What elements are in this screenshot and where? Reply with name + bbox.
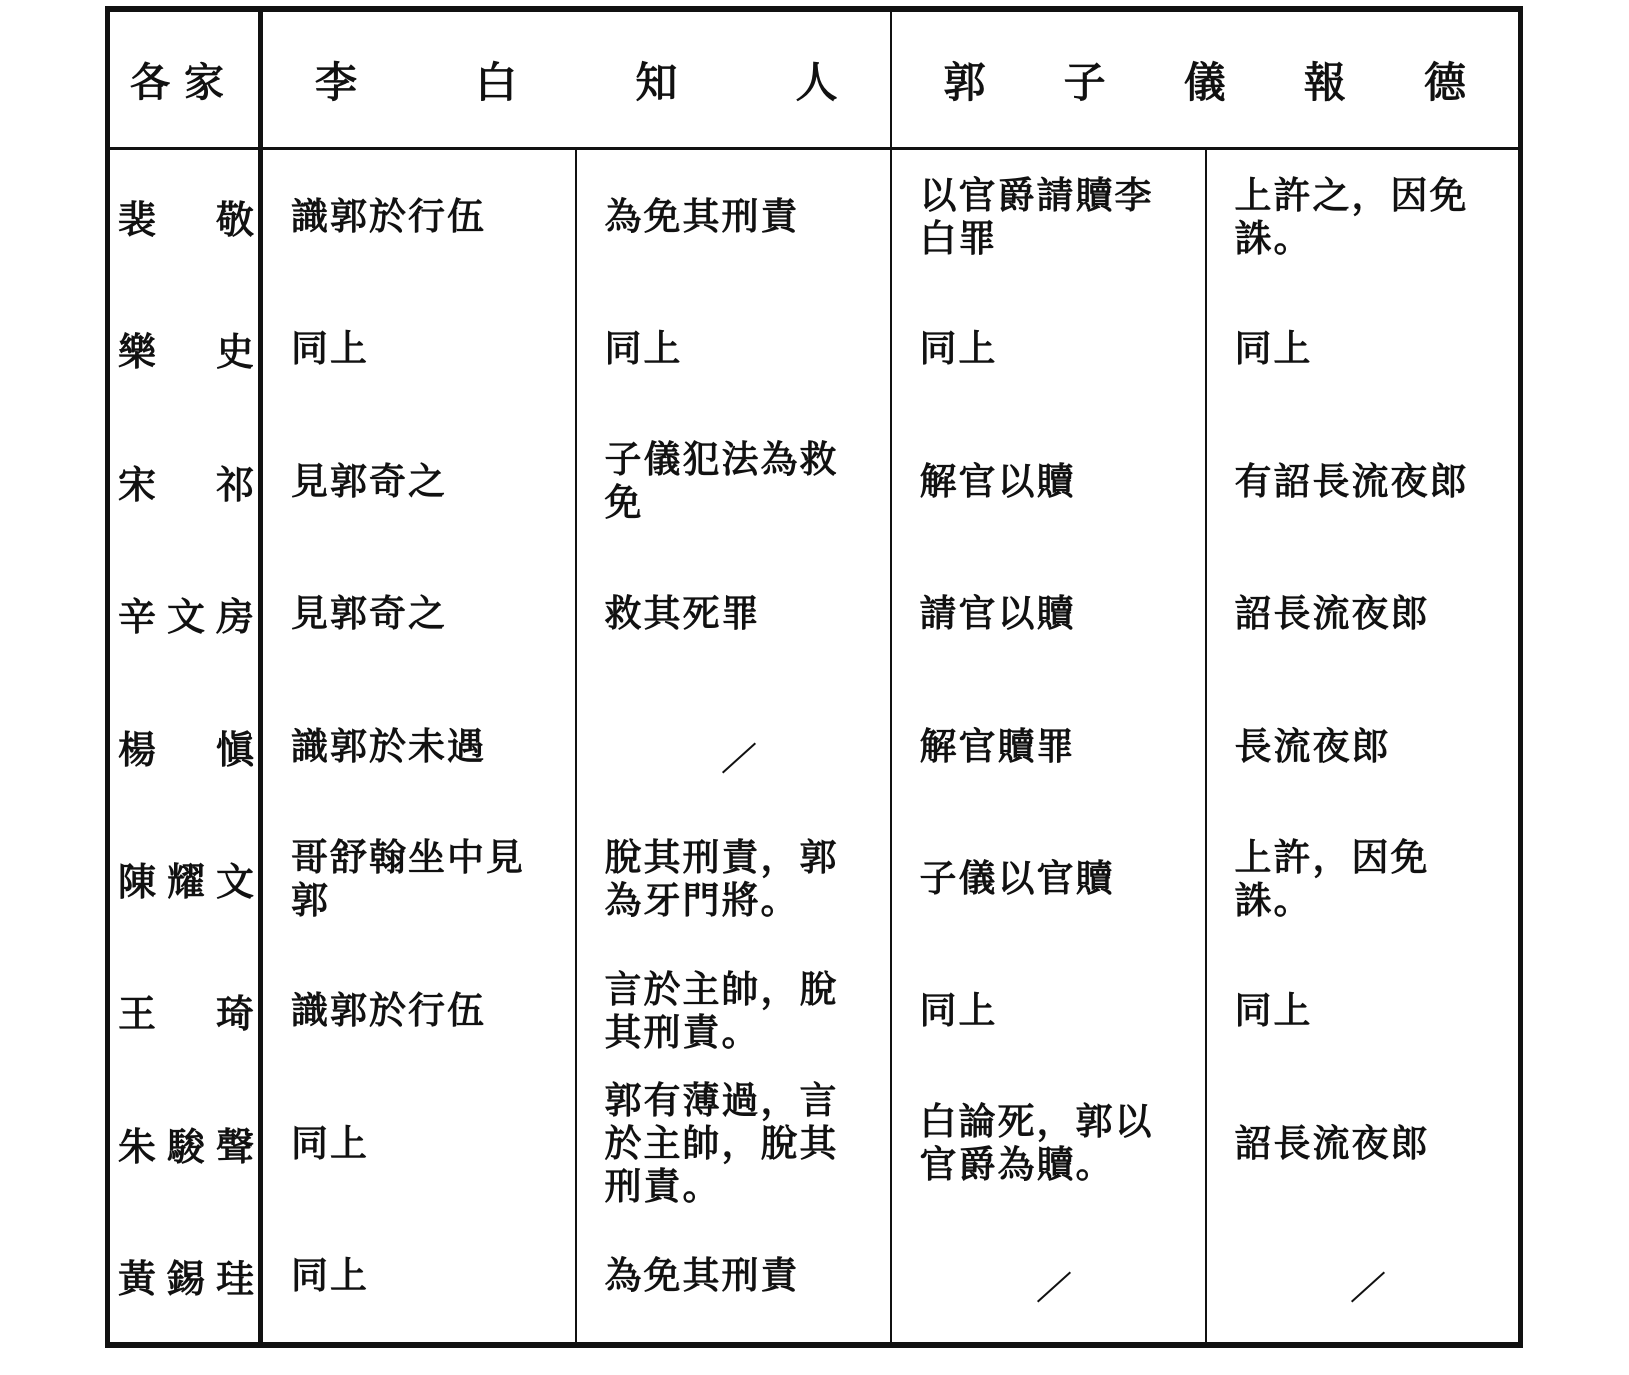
author-cell (108, 812, 261, 944)
table-cell-c3 (891, 283, 1206, 415)
header-group2-char: 郭 (943, 57, 986, 107)
table-cell-c1 (261, 149, 576, 283)
cell-text: 脫其刑責，郭為牙門將。 (604, 834, 839, 922)
cell-text: 為免其刑責 (604, 1253, 800, 1298)
header-group2-label (892, 50, 1519, 110)
table-cell-c1 (261, 812, 576, 944)
cell-text: 同上 (291, 1253, 369, 1298)
table-cell-c2 (576, 680, 891, 812)
header-col0-label: 各家 (130, 59, 238, 107)
table-cell-c1 (261, 1077, 576, 1209)
table-row (108, 1210, 1521, 1345)
table-cell-c3 (891, 548, 1206, 680)
author-name: 樂 史 (118, 329, 256, 375)
table-cell-c4 (1206, 1077, 1521, 1209)
header-group1-char: 知 (635, 57, 678, 107)
cell-text: 子儀以官贖 (919, 856, 1115, 901)
table-cell-c1 (261, 548, 576, 680)
table-row (108, 283, 1521, 415)
table-cell-c3 (891, 149, 1206, 283)
cell-text: 識郭於未遇 (291, 723, 486, 768)
author-cell (108, 283, 261, 415)
cell-text: 上許之，因免誅。 (1234, 172, 1469, 260)
cell-text: 長流夜郎 (1234, 723, 1391, 768)
cell-text: 有詔長流夜郎 (1234, 458, 1469, 503)
cell-text: 上許，因免誅。 (1234, 834, 1430, 922)
author-name: 楊 愼 (118, 726, 256, 772)
cell-text: 子儀犯法為救免 (604, 437, 839, 525)
table-cell-c1 (261, 283, 576, 415)
author-cell (108, 1077, 261, 1209)
header-group2-char: 報 (1303, 57, 1346, 107)
cell-text: 解官贖罪 (919, 723, 1076, 768)
header-group1-label (263, 50, 890, 110)
table-cell-c4 (1206, 548, 1521, 680)
table-cell-c3 (891, 812, 1206, 944)
table-cell-c2 (576, 812, 891, 944)
author-cell (108, 945, 261, 1077)
table-row (108, 548, 1521, 680)
header-col0 (108, 9, 261, 149)
table-cell-c2 (576, 415, 891, 547)
header-group1-char: 白 (475, 57, 518, 107)
table-row (108, 945, 1521, 1077)
header-group2-char: 子 (1063, 57, 1106, 107)
author-cell (108, 548, 261, 680)
table-cell-c4 (1206, 812, 1521, 944)
author-cell (108, 149, 261, 283)
cell-text: 郭有薄過，言於主帥，脫其刑責。 (604, 1077, 839, 1208)
table-body (108, 149, 1521, 1345)
table-row (108, 680, 1521, 812)
table-row (108, 149, 1521, 283)
table-cell-c1 (261, 945, 576, 1077)
table-cell-c2 (576, 1077, 891, 1209)
cell-text: 同上 (291, 1120, 369, 1165)
table-cell-c2 (576, 149, 891, 283)
cell-text: 為免其刑責 (604, 194, 800, 239)
table-cell-c3 (891, 1210, 1206, 1345)
table-cell-c4 (1206, 945, 1521, 1077)
cell-text: 同上 (1234, 988, 1313, 1033)
cell-text: 同上 (919, 326, 998, 371)
table-cell-c4 (1206, 149, 1521, 283)
cell-text: 詔長流夜郎 (1234, 1120, 1430, 1165)
cell-text: 同上 (919, 988, 998, 1033)
cell-text: 白論死，郭以官爵為贖。 (919, 1099, 1154, 1187)
table-row (108, 812, 1521, 944)
table-row (108, 415, 1521, 547)
author-name: 王 琦 (118, 991, 256, 1037)
header-group1 (261, 9, 891, 149)
slash-icon (1351, 1272, 1385, 1303)
header-group2 (891, 9, 1521, 149)
table-cell-c4 (1206, 680, 1521, 812)
table-cell-c4 (1206, 415, 1521, 547)
table-cell-c2 (576, 283, 891, 415)
cell-text: 同上 (1234, 326, 1313, 371)
author-name: 朱駿聲 (118, 1123, 256, 1169)
cell-text: 請官以贖 (919, 591, 1076, 636)
table-cell-c3 (891, 1077, 1206, 1209)
cell-text: 言於主帥，脫其刑責。 (604, 966, 839, 1054)
cell-text: 以官爵請贖李白罪 (919, 172, 1154, 260)
header-group2-char: 儀 (1183, 57, 1226, 107)
table-cell-c2 (576, 548, 891, 680)
table-cell-c2 (576, 1210, 891, 1345)
cell-text: 見郭奇之 (291, 591, 447, 636)
cell-text: 同上 (604, 326, 683, 371)
header-row (108, 9, 1521, 149)
table-row (108, 1077, 1521, 1209)
author-cell (108, 1210, 261, 1345)
author-name: 宋 祁 (118, 461, 256, 507)
table-cell-c3 (891, 415, 1206, 547)
table-cell-c2 (576, 945, 891, 1077)
table-cell-c4 (1206, 1210, 1521, 1345)
cell-text: 識郭於行伍 (291, 194, 486, 239)
cell-text: 識郭於行伍 (291, 988, 486, 1033)
cell-text: 詔長流夜郎 (1234, 591, 1430, 636)
empty-slash (1207, 1254, 1519, 1297)
header-group1-char: 李 (315, 57, 358, 107)
cell-text: 解官以贖 (919, 458, 1076, 503)
table-cell-c3 (891, 945, 1206, 1077)
author-cell (108, 680, 261, 812)
table-cell-c4 (1206, 283, 1521, 415)
empty-slash (577, 725, 890, 768)
author-name: 黃錫珪 (118, 1256, 256, 1302)
cell-text: 同上 (291, 326, 369, 371)
author-cell (108, 415, 261, 547)
empty-slash (892, 1254, 1205, 1297)
table-cell-c1 (261, 1210, 576, 1345)
author-name: 陳耀文 (118, 859, 256, 905)
comparison-table (105, 6, 1523, 1348)
author-name: 裴 敬 (118, 197, 256, 243)
table-cell-c1 (261, 680, 576, 812)
author-name: 辛文房 (118, 594, 256, 640)
header-group1-char: 人 (795, 57, 838, 107)
table-cell-c3 (891, 680, 1206, 812)
cell-text: 救其死罪 (604, 591, 761, 636)
slash-icon (722, 742, 756, 773)
slash-icon (1037, 1272, 1071, 1303)
table-cell-c1 (261, 415, 576, 547)
header-group2-char: 德 (1423, 57, 1466, 107)
cell-text: 見郭奇之 (291, 458, 447, 503)
cell-text: 哥舒翰坐中見郭 (291, 834, 525, 922)
